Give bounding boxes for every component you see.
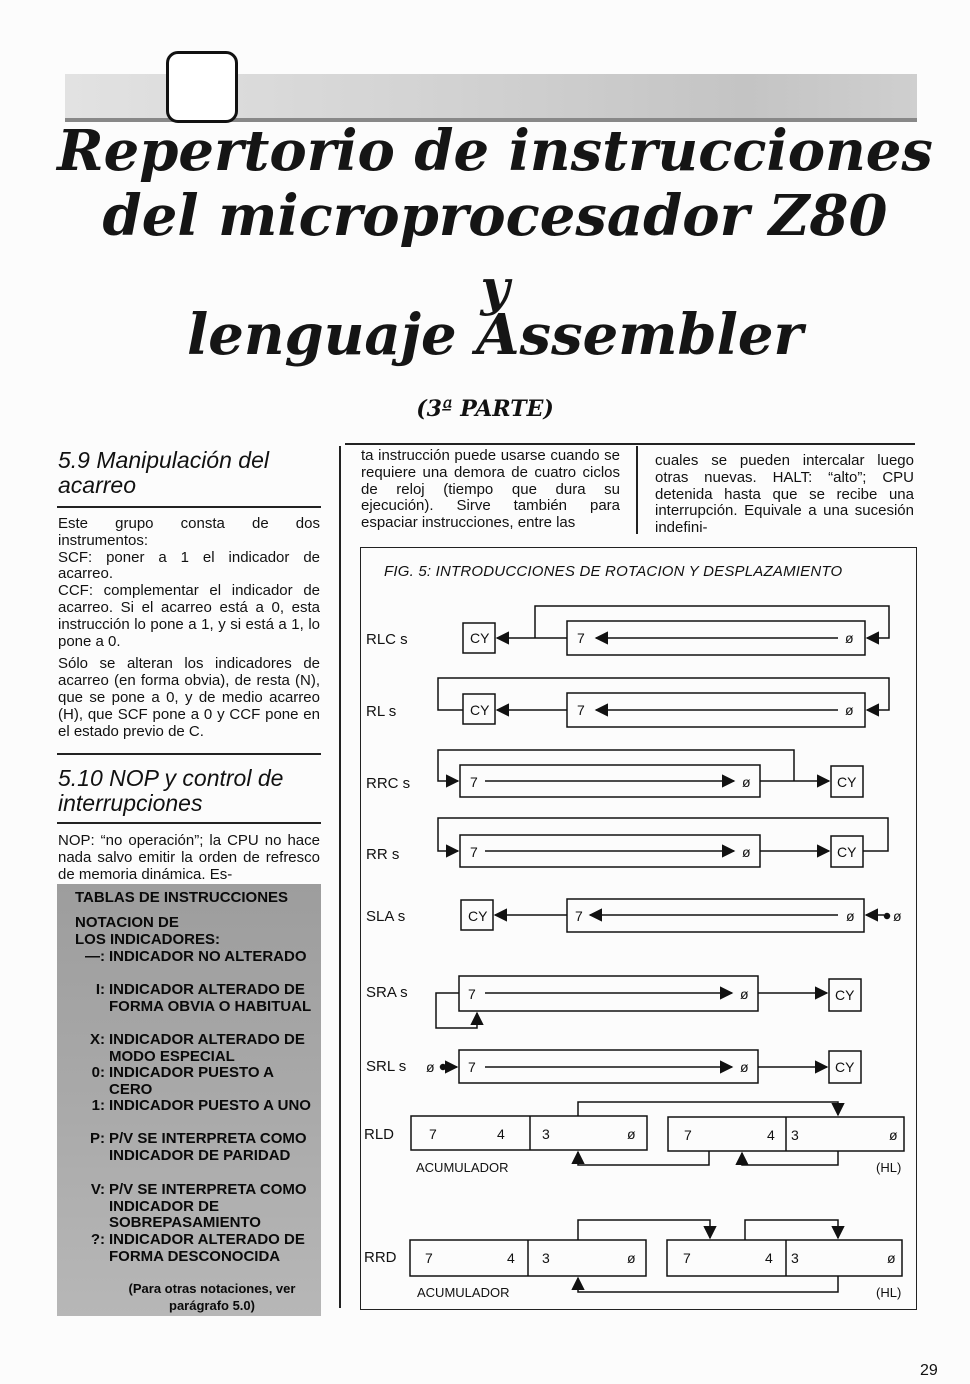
svg-text:ACUMULADOR: ACUMULADOR xyxy=(416,1160,509,1175)
legend-value: INDICADOR NO ALTERADO xyxy=(109,948,307,965)
section-heading-5-9: 5.9 Manipulación del acarreo xyxy=(58,447,269,498)
legend-key: ?: xyxy=(90,1231,105,1248)
title-line-3: y xyxy=(480,258,510,317)
paragraph: SCF: poner a 1 el indicador de acarreo. xyxy=(58,548,320,583)
column-1-text-2 xyxy=(58,833,320,889)
svg-text:4: 4 xyxy=(767,1127,775,1143)
title-line-1: Repertorio de instrucciones xyxy=(57,118,933,184)
row-label-rrd: RRD xyxy=(364,1249,397,1266)
legend-value: INDICADOR ALTERADO DE FORMA DESCONOCIDA xyxy=(109,1231,305,1265)
svg-text:(HL): (HL) xyxy=(876,1285,902,1300)
paragraph: CCF: complementar el indicador de acarreo. Si el acarreo está a 0, esta instrucción lo pone a 1, y si está a 1, lo pone a 0. xyxy=(58,582,320,650)
svg-text:ø: ø xyxy=(627,1126,636,1142)
svg-text:CY: CY xyxy=(835,987,855,1003)
svg-text:ø: ø xyxy=(889,1127,898,1143)
legend-key: X: xyxy=(90,1031,105,1048)
svg-text:ø: ø xyxy=(740,1059,749,1075)
paragraph: ta instrucción puede usarse cuando se requiere una demora de cuatro ciclos de reloj (tiempo que dura su ejecución). Sirve también para espaciar instrucciones, entre las xyxy=(361,447,620,532)
legend-key: —: xyxy=(85,948,105,965)
svg-text:ø: ø xyxy=(740,986,749,1002)
legend-value: INDICADOR ALTERADO DE MODO ESPECIAL xyxy=(109,1031,305,1065)
section-heading-5-10: 5.10 NOP y control de interrupciones xyxy=(58,765,284,816)
svg-text:4: 4 xyxy=(507,1250,515,1266)
legend-key: 0: xyxy=(91,1064,105,1081)
heading1-rule xyxy=(57,506,321,508)
legend-value: INDICADOR ALTERADO DE FORMA OBVIA O HABITUAL xyxy=(109,981,312,1015)
svg-text:7: 7 xyxy=(468,1059,476,1075)
svg-text:3: 3 xyxy=(542,1250,550,1266)
legend-key: I: xyxy=(95,981,105,998)
page-number: 29 xyxy=(920,1362,938,1379)
svg-text:ø: ø xyxy=(742,774,751,790)
col-divider-1 xyxy=(339,446,341,1308)
svg-text:7: 7 xyxy=(425,1250,433,1266)
col-divider-2 xyxy=(636,446,638,534)
legend-value: P/V SE INTERPRETA COMO INDICADOR DE PARIDAD xyxy=(109,1130,307,1164)
svg-text:CY: CY xyxy=(837,844,857,860)
svg-text:CY: CY xyxy=(470,630,490,646)
title-line-4: lenguaje Assembler xyxy=(186,302,804,368)
legend-key: P: xyxy=(90,1130,105,1147)
svg-text:7: 7 xyxy=(470,774,478,790)
legend-value: INDICADOR PUESTO A UNO xyxy=(109,1097,311,1114)
instruction-tables-box xyxy=(57,884,321,1316)
paragraph: NOP: “no operación”; la CPU no hace nada salvo emitir la orden de refresco de memoria dinámica. Es- xyxy=(58,832,320,883)
paragraph: Este grupo consta de dos instrumentos: xyxy=(58,515,320,549)
svg-text:7: 7 xyxy=(575,908,583,924)
svg-text:7: 7 xyxy=(470,844,478,860)
figure-box xyxy=(360,547,917,1310)
column-2-text xyxy=(361,448,620,538)
row-label-rld: RLD xyxy=(364,1126,395,1143)
svg-text:CY: CY xyxy=(470,702,490,718)
legend-value: INDICADOR PUESTO A CERO xyxy=(109,1064,274,1098)
svg-text:ø: ø xyxy=(845,630,854,646)
part-label: (3ª PARTE) xyxy=(416,396,554,422)
svg-text:ø: ø xyxy=(893,908,902,924)
svg-text:7: 7 xyxy=(684,1127,692,1143)
tables-subtitle-2: LOS INDICADORES: xyxy=(75,931,221,948)
tables-note: (Para otras notaciones, ver parágrafo 5.0) xyxy=(128,1281,296,1313)
chapter-box xyxy=(166,51,238,123)
paragraph: cuales se pueden intercalar luego otras nuevas. HALT: “alto”; CPU detenida hasta que se recibe una interrupción. Equivale a una sucesión indefini- xyxy=(655,452,914,537)
row-label-rlc: RLC s xyxy=(366,631,408,648)
svg-text:3: 3 xyxy=(791,1127,799,1143)
svg-text:7: 7 xyxy=(577,630,585,646)
legend-value: P/V SE INTERPRETA COMO INDICADOR DE SOBREPASAMIENTO xyxy=(109,1181,307,1232)
title-line-2: del microprocesador Z80 xyxy=(102,183,888,249)
svg-text:ø: ø xyxy=(627,1250,636,1266)
tables-subtitle-1: NOTACION DE xyxy=(75,914,179,931)
section-rule xyxy=(57,753,321,755)
svg-text:CY: CY xyxy=(468,908,488,924)
figure-caption: FIG. 5: INTRODUCCIONES DE ROTACION Y DESPLAZAMIENTO xyxy=(384,563,843,580)
svg-text:ø: ø xyxy=(846,908,855,924)
row-label-rl: RL s xyxy=(366,703,397,720)
svg-text:4: 4 xyxy=(765,1250,773,1266)
svg-text:ø: ø xyxy=(426,1059,435,1075)
svg-text:7: 7 xyxy=(577,702,585,718)
legend-key: V: xyxy=(90,1181,105,1198)
svg-text:ø: ø xyxy=(887,1250,896,1266)
row-label-srl: SRL s xyxy=(366,1058,407,1075)
svg-text:ø: ø xyxy=(845,702,854,718)
svg-text:3: 3 xyxy=(542,1126,550,1142)
paragraph: Sólo se alteran los indicadores de acarreo (en forma obvia), de resta (N), que se pone a 0, y de medio acarreo (H), que SCF pone a 0 y CCF pone en el estado previo de C. xyxy=(58,655,320,740)
column-3-text xyxy=(655,453,914,543)
row-label-sra: SRA s xyxy=(366,984,408,1001)
svg-text:7: 7 xyxy=(429,1126,437,1142)
row-label-rr: RR s xyxy=(366,846,400,863)
svg-text:7: 7 xyxy=(468,986,476,1002)
legend-key: 1: xyxy=(91,1097,105,1114)
svg-text:ø: ø xyxy=(742,844,751,860)
svg-text:CY: CY xyxy=(837,774,857,790)
svg-text:(HL): (HL) xyxy=(876,1160,902,1175)
svg-text:4: 4 xyxy=(497,1126,505,1142)
svg-text:3: 3 xyxy=(791,1250,799,1266)
column-1-text xyxy=(58,516,320,746)
tables-title: TABLAS DE INSTRUCCIONES xyxy=(75,889,289,906)
top-rule xyxy=(345,443,915,445)
svg-text:ACUMULADOR: ACUMULADOR xyxy=(417,1285,510,1300)
svg-text:CY: CY xyxy=(835,1059,855,1075)
row-label-sla: SLA s xyxy=(366,908,406,925)
row-label-rrc: RRC s xyxy=(366,775,411,792)
heading2-rule xyxy=(57,822,321,824)
svg-text:7: 7 xyxy=(683,1250,691,1266)
